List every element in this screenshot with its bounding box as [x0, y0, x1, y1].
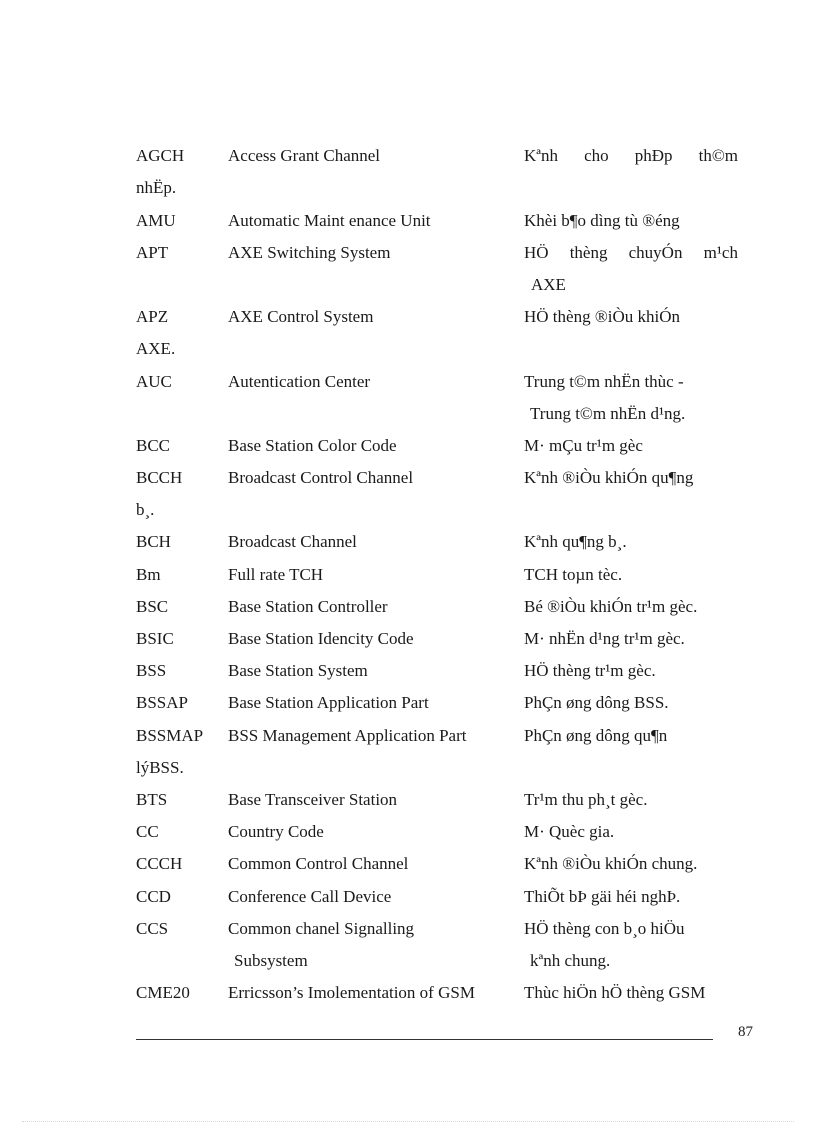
abbr: Bm — [136, 565, 161, 584]
abbr: CCD — [136, 887, 171, 906]
wrap-text: b¸. — [136, 500, 155, 519]
meaning: Kªnh qu¶ng b¸. — [524, 532, 627, 551]
meaning: ThiÕt bÞ gäi héi nghÞ. — [524, 887, 681, 906]
abbr: AGCH — [136, 146, 185, 165]
term: Common chanel Signalling — [228, 919, 415, 938]
meaning-continued: Trung t©m nhËn d¹ng. — [530, 404, 686, 423]
meaning-word: m¹ch — [703, 243, 738, 262]
term: Broadcast Channel — [228, 532, 357, 551]
wrap-text: AXE. — [136, 339, 176, 358]
page-number: 87 — [738, 1024, 753, 1040]
meaning: TCH toµn tèc. — [524, 565, 623, 584]
term: Full rate TCH — [228, 565, 324, 584]
meaning-continued: kªnh chung. — [530, 951, 611, 970]
term: Common Control Channel — [228, 854, 409, 873]
meaning-word: HÖ — [524, 243, 549, 262]
wrap-text: lýBSS. — [136, 758, 184, 777]
meaning: M· nhËn d¹ng tr¹m gèc. — [524, 629, 685, 648]
term: Base Transceiver Station — [228, 790, 398, 809]
meaning-word: phÐp — [634, 146, 673, 165]
abbr: BTS — [136, 790, 168, 809]
abbr: BCH — [136, 532, 171, 551]
meaning-word: chuyÓn — [628, 243, 683, 262]
term: AXE Control System — [228, 307, 374, 326]
meaning-word: Kªnh — [524, 146, 558, 165]
meaning: Thùc hiÖn hÖ thèng GSM — [524, 983, 706, 1002]
meaning: M· Quèc gia. — [524, 822, 615, 841]
meaning-word: cho — [584, 146, 609, 165]
meaning: Kªnh ®iÒu khiÓn qu¶ng — [524, 468, 694, 487]
term: Access Grant Channel — [228, 146, 381, 165]
meaning — [524, 243, 738, 263]
term: Broadcast Control Channel — [228, 468, 414, 487]
meaning: Bé ®iÒu khiÓn tr¹m gèc. — [524, 597, 698, 616]
term: Base Station Color Code — [228, 436, 397, 455]
meaning: Kªnh ®iÒu khiÓn chung. — [524, 854, 698, 873]
abbr: CCS — [136, 919, 169, 938]
term: Base Station System — [228, 661, 368, 680]
page-edge-divider — [22, 1121, 794, 1122]
term: Base Station Idencity Code — [228, 629, 414, 648]
abbr: CCCH — [136, 854, 183, 873]
term: Base Station Controller — [228, 597, 388, 616]
meaning — [524, 146, 738, 166]
abbr: AMU — [136, 211, 176, 230]
abbr: AUC — [136, 372, 172, 391]
meaning: Tr¹m thu ph¸t gèc. — [524, 790, 648, 809]
term-continued: Subsystem — [234, 951, 308, 970]
term: Conference Call Device — [228, 887, 392, 906]
abbr: BSC — [136, 597, 169, 616]
abbr: BSS — [136, 661, 167, 680]
meaning: PhÇn øng dông qu¶n — [524, 726, 668, 745]
footer-rule — [136, 1039, 713, 1040]
abbr: APZ — [136, 307, 169, 326]
abbr: BCC — [136, 436, 171, 455]
abbr: APT — [136, 243, 169, 262]
meaning-word: thèng — [569, 243, 608, 262]
term: Autentication Center — [228, 372, 371, 391]
term: Automatic Maint enance Unit — [228, 211, 431, 230]
abbr: BSSAP — [136, 693, 188, 712]
meaning: Khèi b¶o dìng tù ®éng — [524, 211, 680, 230]
abbr: CME20 — [136, 983, 190, 1002]
meaning: HÖ thèng tr¹m gèc. — [524, 661, 656, 680]
meaning: HÖ thèng ®iÒu khiÓn — [524, 307, 680, 326]
term: Base Station Application Part — [228, 693, 429, 712]
term: Country Code — [228, 822, 324, 841]
abbr: CC — [136, 822, 159, 841]
meaning: PhÇn øng dông BSS. — [524, 693, 669, 712]
meaning-continued: AXE — [531, 275, 566, 294]
meaning: HÖ thèng con b¸o hiÖu — [524, 919, 685, 938]
term: BSS Management Application Part — [228, 726, 467, 745]
meaning: Trung t©m nhËn thùc - — [524, 372, 684, 391]
meaning: M· mÇu tr¹m gèc — [524, 436, 643, 455]
abbr: BSIC — [136, 629, 174, 648]
abbr: BSSMAP — [136, 726, 204, 745]
term: Erricsson’s Imolementation of GSM — [228, 983, 475, 1002]
meaning-word: th©m — [698, 146, 738, 165]
term: AXE Switching System — [228, 243, 391, 262]
wrap-text: nhËp. — [136, 178, 177, 197]
abbr: BCCH — [136, 468, 183, 487]
